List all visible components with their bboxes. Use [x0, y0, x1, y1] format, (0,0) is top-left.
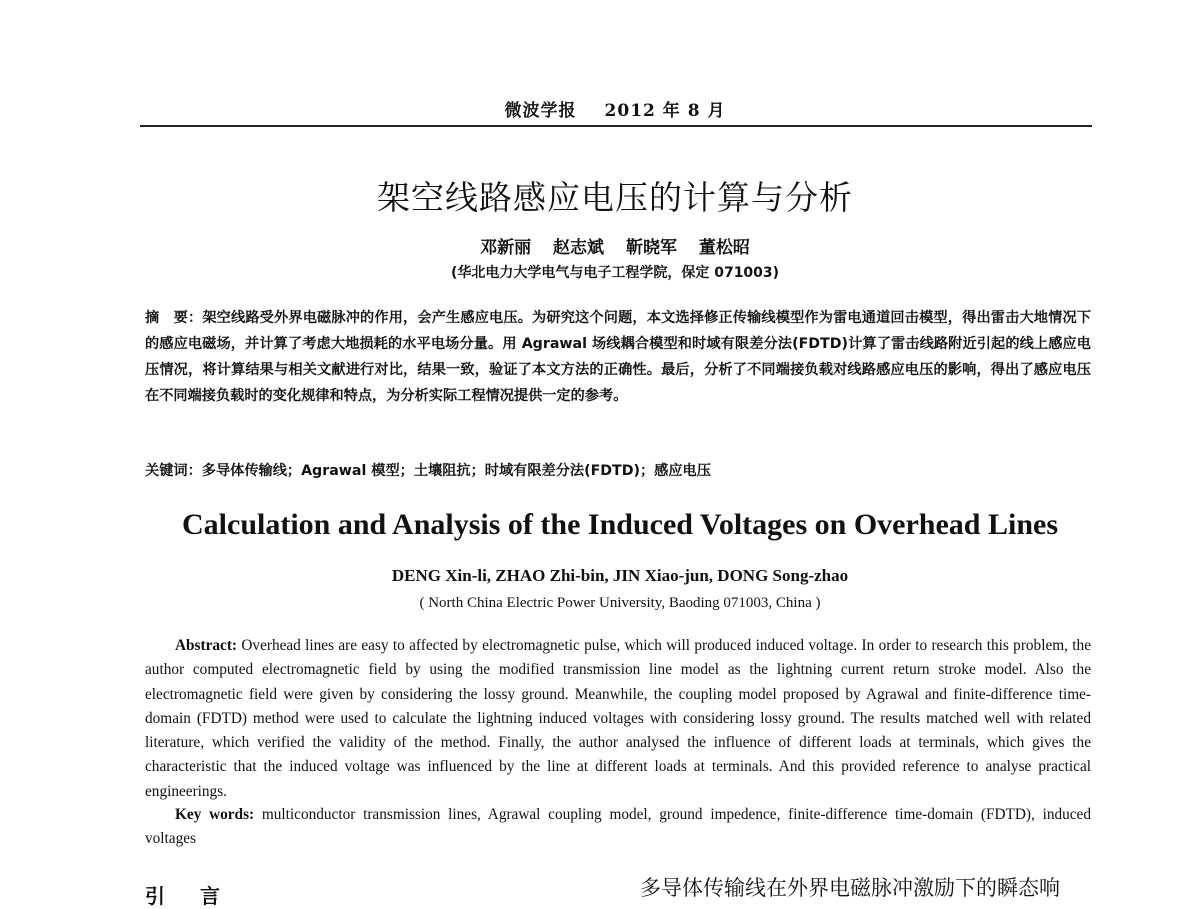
english-title: Calculation and Analysis of the Induced Voltages on Overhead Lines — [182, 508, 1058, 541]
chinese-abstract — [145, 305, 1091, 409]
header-rule — [140, 125, 1092, 127]
english-abstract-label: Abstract: — [175, 637, 238, 654]
chinese-keywords — [145, 458, 1091, 484]
journal-name: 微波学报 — [504, 101, 577, 121]
chinese-title: 架空线路感应电压的计算与分析 — [377, 178, 853, 217]
chinese-authors: 邓新丽 赵志斌 靳晓军 董松昭 — [480, 238, 750, 258]
chinese-keywords-label: 关键词： — [145, 463, 202, 479]
chinese-affiliation: (华北电力大学电气与电子工程学院，保定 071003) — [450, 265, 780, 281]
english-abstract-text: Overhead lines are easy to affected by electromagnetic pulse, which will produced induced voltage. In order to research this problem, the author computed electromagnetic field by using the modified transmission line model as the lightning current return stroke model. Also the electromagnetic field were given by considering the lossy ground. Meanwhile, the coupling model proposed by Agrawal and finite-difference time-domain (FDTD) method were used to calculate the lightning induced voltages with considering lossy ground. The results matched well with related literature, which verified the validity of the method. Finally, the author analysed the influence of different loads at terminals, which gives the characteristic that the induced voltage was influenced by the line at different loads at terminals. And this provided reference to analyse practical engineerings. — [145, 637, 1091, 800]
english-keywords-label: Key words: — [175, 806, 255, 823]
english-abstract — [145, 634, 1091, 804]
english-keywords — [145, 803, 1091, 852]
english-affiliation: ( North China Electric Power University, Baoding 071003, China ) — [419, 595, 821, 611]
english-keywords-text: multiconductor transmission lines, Agrawal coupling model, ground impedence, finite-difference time-domain (FDTD), induced voltages — [145, 806, 1091, 848]
english-authors: DENG Xin-li, ZHAO Zhi-bin, JIN Xiao-jun, DONG Song-zhao — [391, 566, 849, 585]
chinese-abstract-text: 架空线路受外界电磁脉冲的作用，会产生感应电压。为研究这个问题，本文选择修正传输线模型作为雷电通道回击模型，得出雷击大地情况下的感应电磁场，并计算了考虑大地损耗的水平电场分量。用 Agrawal 场线耦合模型和时域有限差分法(FDTD)计算了雷击线路附近引起的线上感应电压情况，将计算结果与相关文献进行对比，结果一致，验证了本文方法的正确性。最后，分析了不同端接负载对线路感应电压的影响，得出了感应电压在不同端接负载时的变化规律和特点，为分析实际工程情况提供一定的参考。 — [145, 310, 1091, 404]
running-header — [0, 96, 1200, 121]
chinese-abstract-label: 摘 要： — [145, 310, 203, 326]
section-heading-introduction: 引 言 — [145, 884, 234, 908]
issue-date: 2012 年 8 月 — [604, 101, 726, 121]
chinese-keywords-text: 多导体传输线；Agrawal 模型；土壤阻抗；时域有限差分法(FDTD)；感应电压 — [201, 463, 711, 479]
body-text-fragment: 多导体传输线在外界电磁脉冲激励下的瞬态响 — [640, 876, 1060, 900]
